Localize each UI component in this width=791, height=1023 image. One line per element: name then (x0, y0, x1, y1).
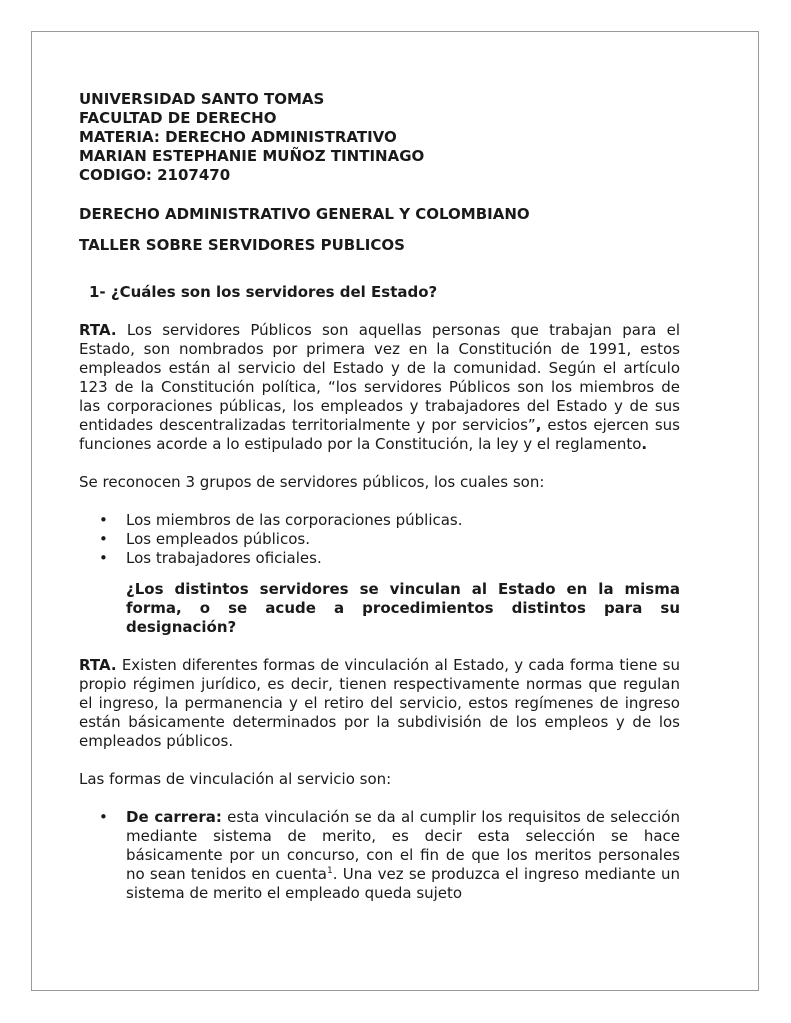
answer-1-text: Los servidores Públicos son aquellas personas que trabajan para el Estado, son nombrados por primera vez en la Constitución de 1991, estos empleados están al servicio del Estado y de la comunidad. Según el artículo 123 de la Constitución política, “los servidores Públicos son los miembros de las corporaciones públicas, los empleados y trabajadores del Estado y de sus entidades descentralizadas territorialmente y por servicios” (79, 321, 680, 434)
document-subtitle: TALLER SOBRE SERVIDORES PUBLICOS (79, 236, 405, 254)
bullet-icon: • (99, 530, 108, 548)
student-name: MARIAN ESTEPHANIE MUÑOZ TINTINAGO (79, 147, 425, 165)
document-header (79, 90, 680, 185)
answer-2-label: RTA. (79, 656, 117, 674)
student-code: CODIGO: 2107470 (79, 166, 231, 184)
form-item-text-end: . Una vez se produzca el ingreso mediante un sistema de merito el empleado queda sujeto (126, 865, 680, 902)
form-item-label: De carrera: (126, 808, 222, 826)
list-item (79, 530, 680, 549)
answer-1-paragraph (79, 321, 680, 454)
list-item (79, 808, 680, 903)
subject-name: MATERIA: DERECHO ADMINISTRATIVO (79, 128, 397, 146)
question-2: ¿Los distintos servidores se vinculan al Estado en la misma forma, o se acude a procedimientos distintos para su designación? (126, 580, 680, 636)
bullet-icon: • (99, 511, 108, 529)
answer-1-text-end: estos ejercen sus funciones acorde a lo estipulado por la Constitución, la ley y el reglamento (79, 416, 680, 453)
answer-1-comma: , (535, 416, 542, 434)
answer-1-label: RTA. (79, 321, 117, 339)
answer-2-paragraph (79, 656, 680, 751)
faculty-name: FACULTAD DE DERECHO (79, 109, 277, 127)
document-content (79, 90, 680, 903)
document-title: DERECHO ADMINISTRATIVO GENERAL Y COLOMBIANO (79, 205, 530, 223)
answer-2-text: Existen diferentes formas de vinculación al Estado, y cada forma tiene su propio régimen jurídico, es decir, tienen respectivamente normas que regulan el ingreso, la permanencia y el retiro del servicio, estos regímenes de ingreso están básicamente determinados por la subdivisión de los empleos y de los empleados públicos. (79, 656, 680, 750)
list-item (79, 511, 680, 530)
answer-1-period: . (641, 435, 648, 453)
groups-list (79, 511, 680, 568)
group-item-text: Los trabajadores oficiales. (126, 549, 322, 567)
forms-intro: Las formas de vinculación al servicio son: (79, 770, 392, 788)
question-1: 1- ¿Cuáles son los servidores del Estado? (89, 283, 438, 301)
groups-intro: Se reconocen 3 grupos de servidores públicos, los cuales son: (79, 473, 545, 491)
form-item-text: esta vinculación se da al cumplir los requisitos de selección mediante sistema de merito, es decir esta selección se hace básicamente por un concurso, con el fin de que los meritos personales no sean tenidos en cuenta (126, 808, 680, 883)
footnote-reference[interactable]: 1 (326, 866, 333, 876)
forms-list (79, 808, 680, 903)
bullet-icon: • (99, 808, 108, 826)
university-name: UNIVERSIDAD SANTO TOMAS (79, 90, 325, 108)
list-item (79, 549, 680, 568)
bullet-icon: • (99, 549, 108, 567)
group-item-text: Los empleados públicos. (126, 530, 310, 548)
group-item-text: Los miembros de las corporaciones públicas. (126, 511, 463, 529)
